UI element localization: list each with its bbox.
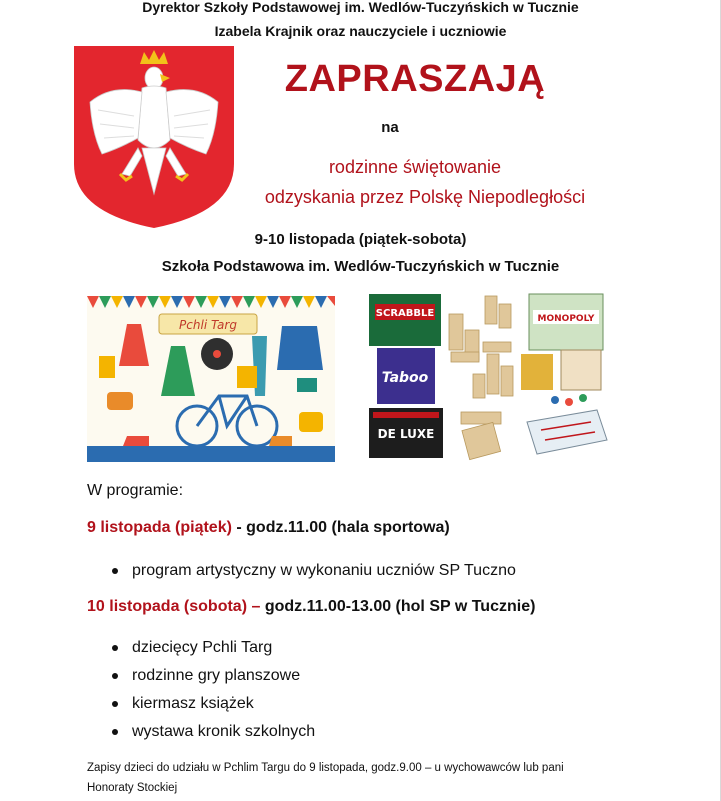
flea-market-illustration — [87, 296, 335, 462]
list-item: kiermasz książek — [88, 693, 315, 721]
deluxe-label: DE LUXE — [377, 427, 435, 441]
day1-line — [87, 519, 450, 537]
board-games-collage — [365, 290, 610, 462]
day2-details: godz.11.00-13.00 (hol SP w Tucznie) — [260, 598, 536, 615]
header-line-1: Dyrektor Szkoły Podstawowej im. Wedlów-Tuczyńskich w Tucznie — [142, 0, 579, 15]
list-item: rodzinne gry planszowe — [88, 665, 315, 693]
taboo-label: Taboo — [381, 370, 429, 386]
day1-label: 9 listopada (piątek) — [87, 519, 232, 536]
scrabble-label: SCRABBLE — [375, 308, 435, 319]
day2-line — [87, 598, 535, 616]
program-heading: W programie: — [87, 482, 184, 499]
invite-title: ZAPRASZAJĄ — [284, 58, 546, 100]
event-venue: Szkoła Podstawowa im. Wedlów-Tuczyńskich w Tucznie — [161, 258, 560, 275]
list-item: wystawa kronik szkolnych — [88, 721, 315, 749]
polish-eagle-emblem — [72, 44, 236, 230]
monopoly-label: MONOPOLY — [537, 314, 595, 324]
invite-connector: na — [381, 119, 399, 136]
day1-details: godz.11.00 (hala sportowa) — [246, 519, 450, 536]
list-item: program artystyczny w wykonaniu uczniów SP Tuczno — [88, 560, 516, 588]
event-dates: 9-10 listopada (piątek-sobota) — [254, 231, 467, 248]
day2-label: 10 listopada (sobota) – — [87, 598, 261, 615]
event-line-1: rodzinne świętowanie — [328, 157, 502, 177]
header-line-2: Izabela Krajnik oraz nauczyciele i uczniowie — [214, 23, 507, 39]
day1-separator: - — [231, 519, 247, 536]
event-line-2: odzyskania przez Polskę Niepodległości — [264, 187, 586, 207]
list-item: dziecięcy Pchli Targ — [88, 637, 315, 665]
flea-market-banner-text: Pchli Targ — [179, 318, 237, 332]
day2-items — [88, 637, 315, 749]
registration-note: Zapisy dzieci do udziału w Pchlim Targu do 9 listopada, godz.9.00 – u wychowawców lub pani Honoraty Stockiej — [87, 762, 564, 794]
day1-items — [88, 560, 516, 588]
